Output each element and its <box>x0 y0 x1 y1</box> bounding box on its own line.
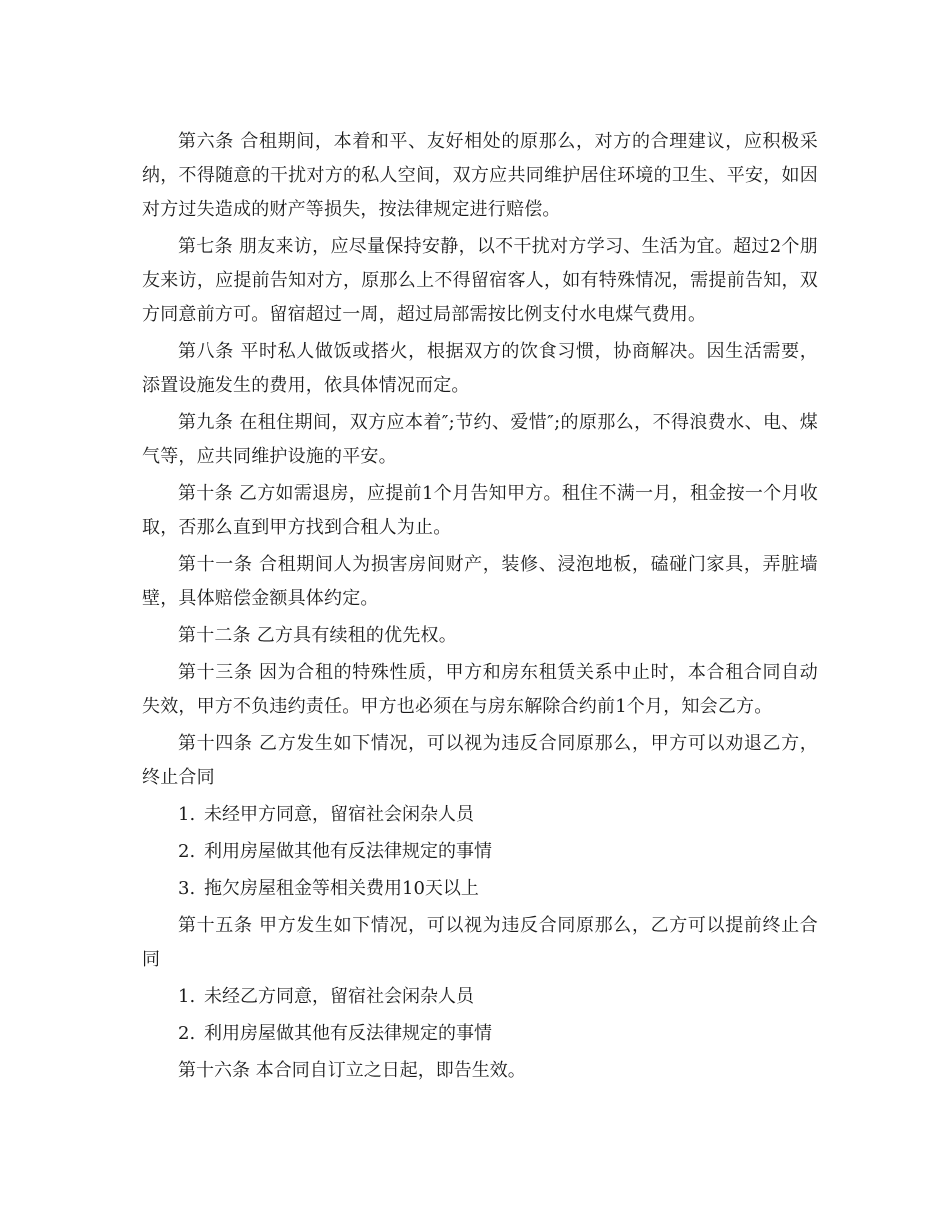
list-number: 2. <box>178 1023 196 1044</box>
list-number: 2. <box>178 841 196 862</box>
article-16: 第十六条 本合同自订立之日起，即告生效。 <box>178 1060 526 1081</box>
list-text: 未经甲方同意，留宿社会闲杂人员 <box>204 804 474 825</box>
article-14: 第十四条 乙方发生如下情况，可以视为违反合同原那么，甲方可以劝退乙方，终止合同 <box>142 733 818 788</box>
list-number: 1. <box>178 986 196 1007</box>
article-12: 第十二条 乙方具有续租的优先权。 <box>178 625 457 646</box>
article-11: 第十一条 合租期间人为损害房间财产，装修、浸泡地板，磕碰门家具，弄脏墙壁，具体赔偿金额具体约定。 <box>142 554 818 609</box>
article-15: 第十五条 甲方发生如下情况，可以视为违反合同原那么，乙方可以提前终止合同 <box>142 915 818 970</box>
list-text: 利用房屋做其他有反法律规定的事情 <box>204 841 492 862</box>
list-item <box>142 872 818 906</box>
list-number: 1. <box>178 804 196 825</box>
article-8: 第八条 平时私人做饭或搭火，根据双方的饮食习惯，协商解决。因生活需要，添置设施发生的费用，依具体情况而定。 <box>142 341 818 396</box>
list-text: 未经乙方同意，留宿社会闲杂人员 <box>204 986 474 1007</box>
article-7: 第七条 朋友来访，应尽量保持安静，以不干扰对方学习、生活为宜。超过2个朋友来访，应提前告知对方，原那么上不得留宿客人，如有特殊情况，需提前告知，双方同意前方可。留宿超过一周，超过局部需按比例支付水电煤气费用。 <box>142 236 818 325</box>
article-10: 第十条 乙方如需退房，应提前1个月告知甲方。租住不满一月，租金按一个月收取，否那么直到甲方找到合租人为止。 <box>142 483 818 538</box>
list-item <box>142 1017 818 1051</box>
list-text: 利用房屋做其他有反法律规定的事情 <box>204 1023 492 1044</box>
list-text: 拖欠房屋租金等相关费用10天以上 <box>204 878 479 899</box>
contract-body <box>142 125 818 1088</box>
list-item <box>142 980 818 1014</box>
article-9: 第九条 在租住期间，双方应本着″;节约、爱惜″;的原那么，不得浪费水、电、煤气等，应共同维护设施的平安。 <box>142 412 818 467</box>
article-13: 第十三条 因为合租的特殊性质，甲方和房东租赁关系中止时，本合租合同自动失效，甲方不负违约责任。甲方也必须在与房东解除合约前1个月，知会乙方。 <box>142 662 818 717</box>
list-number: 3. <box>178 878 196 899</box>
list-item <box>142 835 818 869</box>
list-item <box>142 798 818 832</box>
article-6: 第六条 合租期间，本着和平、友好相处的原那么，对方的合理建议，应积极采纳，不得随意的干扰对方的私人空间，双方应共同维护居住环境的卫生、平安，如因对方过失造成的财产等损失，按法律规定进行赔偿。 <box>142 131 818 220</box>
